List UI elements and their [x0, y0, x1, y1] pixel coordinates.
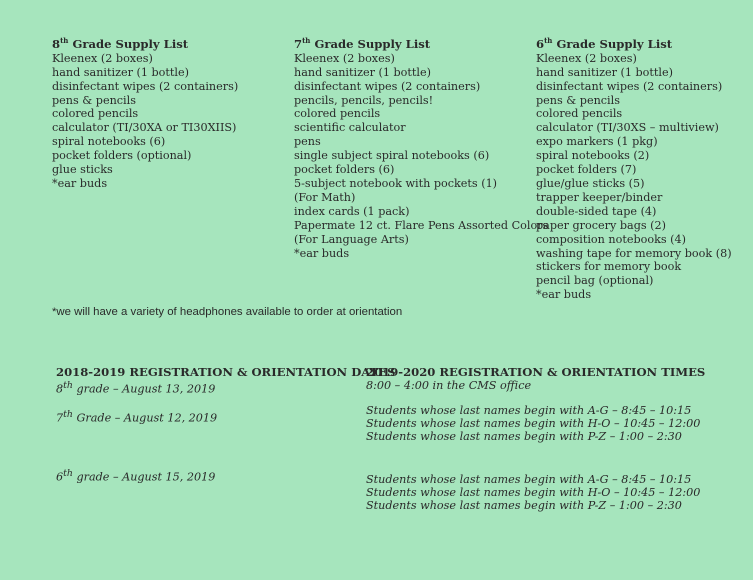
list-item: pencil bag (optional) [536, 274, 654, 288]
list-item: scientific calculator [294, 121, 406, 135]
title-suffix: th [60, 36, 69, 45]
grade-number: 7 [56, 411, 64, 425]
headphones-note: *we will have a variety of headphones available to order at orientation [52, 306, 403, 318]
list-item: composition notebooks (4) [536, 232, 687, 246]
list-item: double-sided tape (4) [536, 204, 657, 218]
grade-number: 6 [56, 471, 64, 485]
list-item: (For Language Arts) [294, 232, 409, 246]
title-number: 6 [536, 36, 545, 51]
date-text: Grade – August 12, 2019 [72, 411, 218, 425]
seventh-grade-supply-list [294, 34, 548, 260]
list-item: pocket folders (optional) [52, 149, 192, 163]
list-item: calculator (TI/30XA or TI30XIIS) [52, 121, 237, 135]
list-item: stickers for memory book [536, 260, 682, 274]
time-slot: Students whose last names begin with H-O – 10:45 – 12:00 [366, 486, 701, 499]
orientation-times [366, 366, 705, 512]
list-item: disinfectant wipes (2 containers) [294, 79, 481, 93]
list-item: pencils, pencils, pencils! [294, 93, 434, 107]
list-item: spiral notebooks (6) [52, 135, 166, 149]
date-text: grade – August 15, 2019 [72, 471, 216, 485]
list-item: colored pencils [536, 107, 623, 121]
title-text: Grade Supply List [68, 36, 189, 51]
title-text: Grade Supply List [552, 36, 673, 51]
time-slot: Students whose last names begin with A-G – 8:45 – 10:15 [366, 404, 692, 417]
list-item: *ear buds [52, 177, 108, 191]
list-item: *ear buds [536, 288, 592, 302]
seventh-grade-date [56, 408, 395, 425]
list-item: trapper keeper/binder [536, 190, 663, 204]
list-item: Kleenex (2 boxes) [536, 51, 637, 65]
time-slot: Students whose last names begin with P-Z – 1:00 – 2:30 [366, 499, 682, 512]
time-slot: Students whose last names begin with H-O – 10:45 – 12:00 [366, 417, 701, 430]
list-item: single subject spiral notebooks (6) [294, 149, 490, 163]
date-text: grade – August 13, 2019 [72, 382, 216, 396]
list-item: pens [294, 135, 321, 149]
list-item: index cards (1 pack) [294, 204, 410, 218]
title-suffix: th [302, 36, 311, 45]
list-item: pocket folders (6) [294, 163, 395, 177]
list-item: pens & pencils [536, 93, 620, 107]
list-item: Kleenex (2 boxes) [52, 51, 153, 65]
list-item: calculator (TI/30XS – multiview) [536, 121, 719, 135]
time-slot: Students whose last names begin with A-G – 8:45 – 10:15 [366, 473, 692, 486]
list-item: hand sanitizer (1 bottle) [536, 65, 673, 79]
list-item: spiral notebooks (2) [536, 149, 650, 163]
eighth-grade-date [56, 379, 395, 396]
grade-number: 8 [56, 382, 64, 396]
sixth-grade-title [536, 34, 732, 51]
grade-suffix: th [63, 380, 73, 391]
list-item: pocket folders (7) [536, 163, 637, 177]
list-item: colored pencils [52, 107, 139, 121]
office-hours: 8:00 – 4:00 in the CMS office [366, 379, 532, 392]
orientation-dates [56, 366, 395, 484]
sixth-grade-date [56, 467, 395, 484]
sixth-grade-supply-list [536, 34, 732, 302]
list-item: paper grocery bags (2) [536, 218, 667, 232]
list-item: (For Math) [294, 190, 356, 204]
eighth-grade-supply-list [52, 34, 238, 191]
list-item: pens & pencils [52, 93, 136, 107]
list-item: colored pencils [294, 107, 381, 121]
title-number: 8 [52, 36, 61, 51]
eighth-grade-title [52, 34, 238, 51]
time-slot: Students whose last names begin with P-Z – 1:00 – 2:30 [366, 430, 682, 443]
list-item: glue sticks [52, 163, 113, 177]
list-item: glue/glue sticks (5) [536, 177, 645, 191]
list-item: hand sanitizer (1 bottle) [52, 65, 189, 79]
list-item: Kleenex (2 boxes) [294, 51, 395, 65]
times-heading: 2019-2020 REGISTRATION & ORIENTATION TIMES [366, 365, 706, 379]
list-item: expo markers (1 pkg) [536, 135, 658, 149]
list-item: disinfectant wipes (2 containers) [52, 79, 239, 93]
list-item: washing tape for memory book (8) [536, 246, 732, 260]
list-item: disinfectant wipes (2 containers) [536, 79, 723, 93]
title-suffix: th [544, 36, 553, 45]
grade-suffix: th [63, 468, 73, 480]
dates-heading: 2018-2019 REGISTRATION & ORIENTATION DATES [56, 365, 396, 379]
list-item: hand sanitizer (1 bottle) [294, 65, 431, 79]
seventh-grade-title [294, 34, 548, 51]
list-item: *ear buds [294, 246, 350, 260]
grade-suffix: th [63, 408, 73, 420]
list-item: Papermate 12 ct. Flare Pens Assorted Colors [294, 218, 549, 232]
list-item: 5-subject notebook with pockets (1) [294, 177, 498, 191]
title-number: 7 [294, 36, 303, 51]
title-text: Grade Supply List [310, 36, 431, 51]
